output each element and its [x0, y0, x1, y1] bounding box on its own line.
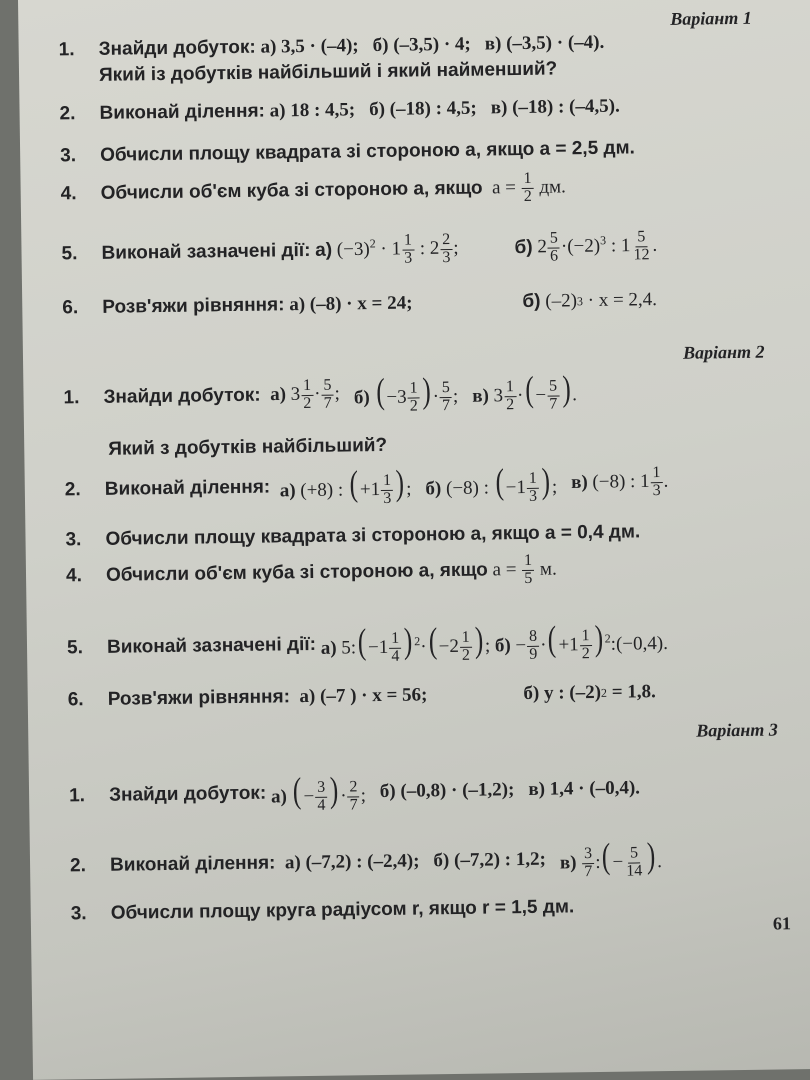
expression-b: б) − $\frac{8}{9}$ ·(+1 $\frac{1}{2}$ )$^2$:(−0,4). [494, 617, 669, 664]
expression-c: в) (−8) : 1 $\frac{1}{3}$ . [570, 464, 669, 500]
expression-a: а) (− $\frac{3}{4}$ )· $\frac{2}{7}$ ; [270, 769, 367, 815]
task-text: Знайди добуток: [98, 36, 256, 60]
v1-task-5 [61, 229, 657, 272]
task-text: Обчисли об'єм куба зі стороною a, якщо [100, 177, 483, 205]
item-b-label: б) [522, 290, 541, 312]
expression-a: а) 5:(−1 $\frac{1}{4}$ )$^2$·(−2 $\frac{1}{2}$ ); [320, 619, 491, 665]
v2-task-1-line2: Який з добутків найбільший? [108, 434, 388, 460]
item-b: б) (–0,8) · (–1,2); [379, 779, 515, 803]
task-number: 5. [66, 637, 84, 659]
task-text: Обчисли площу круга радіусом r, якщо r = 1,5 дм. [110, 896, 575, 924]
v3-task-1 [69, 767, 640, 818]
task-number: 2. [59, 103, 76, 125]
expression-a: $(-3)^2 \cdot 1$ $\frac{1}{3}$ : 2 $\frac{2}{3}$ ; [336, 230, 459, 267]
equation: a = [491, 177, 517, 199]
v2-task-3 [65, 521, 640, 551]
expression-a: а) (+8) : (+1 $\frac{1}{3}$ ); [279, 462, 412, 508]
item-c: в) (–3,5) · (–4). [484, 31, 605, 55]
task-text: Виконай ділення: [104, 476, 271, 501]
task-text: Обчисли об'єм куба зі стороною a, якщо [105, 559, 488, 587]
v1-task-6 [62, 289, 657, 319]
item-b: б) (–18) : 4,5; [369, 97, 477, 121]
task-number: 1. [58, 39, 75, 61]
item-a: а) 3,5 · (–4); [260, 35, 359, 58]
item-b-rest: = 1,8. [611, 681, 656, 703]
power: 3 [576, 293, 584, 308]
task-number: 1. [68, 785, 86, 807]
task-text: Виконай зазначені дії: [101, 240, 311, 265]
task-number: 3. [70, 903, 87, 925]
task-text: Виконай ділення: [99, 100, 266, 124]
task-number: 3. [60, 145, 77, 167]
variant-1-title: Варіант 1 [670, 7, 752, 29]
expression-b: 2 $\frac{5}{6}$ $\cdot(-2)^3$ : 1 $\frac{5}{12}$ . [537, 228, 658, 265]
v3-task-2 [70, 837, 662, 888]
expression-b: б) (−3 $\frac{1}{2}$ )· $\frac{5}{7}$ ; [353, 370, 459, 415]
task-text: Знайди добуток: [103, 385, 261, 409]
item-c: в) 1,4 · (–0,4). [528, 777, 641, 801]
textbook-page [18, 0, 810, 1080]
item-b-rest: · x = 2,4. [587, 289, 658, 312]
equation: a = [492, 559, 517, 581]
expression-c: в) $\frac{3}{7}$ :(− $\frac{5}{14}$ ). [559, 835, 663, 881]
v1-task-4 [60, 170, 566, 212]
v2-task-5 [67, 619, 668, 670]
denominator: 5 [524, 569, 533, 587]
task-text: Виконай ділення: [109, 852, 276, 877]
v1-task-3 [60, 137, 635, 167]
v2-task-2 [65, 461, 669, 512]
variant-3-title: Варіант 3 [696, 719, 778, 741]
task-number: 1. [63, 387, 80, 409]
task-number: 2. [64, 479, 81, 501]
item-b: б) y : (–2) [523, 681, 602, 705]
item-b: (–2) [545, 290, 578, 312]
task-number: 4. [60, 183, 77, 205]
task-number: 6. [67, 689, 84, 711]
item-b-label: б) [514, 237, 533, 259]
denominator: 2 [523, 187, 532, 205]
v1-task-2 [59, 96, 619, 126]
variant-2-title: Варіант 2 [682, 341, 765, 363]
unit: м. [539, 558, 557, 581]
numerator: 1 [522, 553, 534, 571]
unit: дм. [539, 176, 567, 199]
item-a: а) (–7 ) · x = 56; [299, 684, 428, 708]
v2-task-1 [63, 370, 577, 420]
v1-task-1-line2: Який із добутків найбільший і який найменший? [98, 58, 558, 86]
item-a: а) (–7,2) : (–2,4); [284, 850, 420, 874]
expression-a: а) 3 $\frac{1}{2}$ · $\frac{5}{7}$ ; [269, 376, 340, 413]
numerator: 1 [521, 171, 533, 189]
task-text: Розв'яжи рівняння: [107, 686, 291, 710]
task-number: 6. [62, 297, 79, 319]
task-text: Знайди добуток: [108, 783, 267, 807]
item-c: в) (–18) : (–4,5). [490, 95, 620, 119]
power: 2 [600, 685, 608, 700]
v2-task-6 [68, 681, 656, 711]
task-text: Обчисли площу квадрата зі стороною a, якщо a = 2,5 дм. [100, 137, 636, 166]
task-number: 4. [65, 565, 83, 587]
page-number: 61 [772, 913, 792, 934]
expression-b: б) (−8) : (−1 $\frac{1}{3}$ ); [425, 460, 558, 506]
task-number: 2. [69, 855, 87, 877]
item-a: а) 18 : 4,5; [269, 99, 356, 122]
expression-c: в) 3 $\frac{1}{2}$ ·(− $\frac{5}{7}$ ). [472, 368, 578, 414]
task-number: 3. [65, 529, 82, 551]
fraction [521, 171, 533, 206]
task-text: Виконай зазначені дії: [106, 634, 317, 659]
v1-task-1 [59, 32, 605, 62]
task-number: 5. [61, 243, 78, 265]
item-b: б) (–3,5) · 4; [372, 33, 471, 57]
item-a-label: а) [315, 239, 333, 262]
task-text: Обчисли площу квадрата зі стороною a, якщо a = 0,4 дм. [105, 521, 641, 550]
fraction [522, 553, 534, 588]
v2-task-4 [66, 553, 557, 594]
task-text: Розв'яжи рівняння: [102, 294, 285, 318]
item-a: а) (–8) · x = 24; [289, 292, 413, 316]
v3-task-3 [71, 896, 575, 925]
item-b: б) (–7,2) : 1,2; [433, 849, 546, 872]
